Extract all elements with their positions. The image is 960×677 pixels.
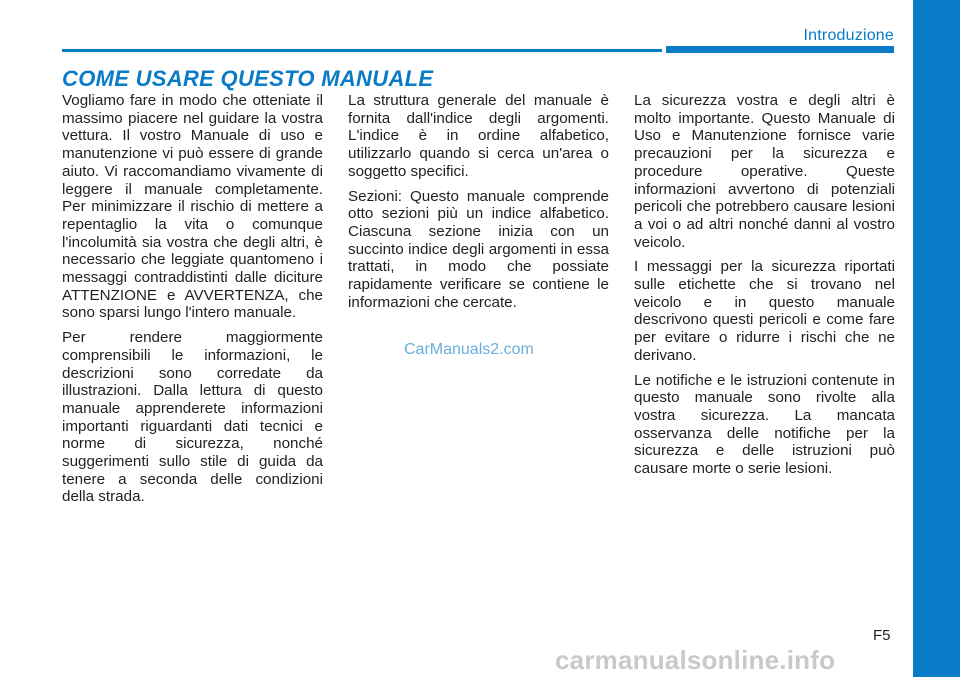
paragraph: Per rendere maggiormente comprensibili le informazioni, le descrizioni sono corredate da illustrazioni. Dalla lettura di questo manuale apprenderete informazioni importanti riguardanti dati tecnici e norme di sicurezza, nonché suggerimenti sullo stile di guida da tenere a seconda delle condizioni della strada. <box>62 329 323 506</box>
paragraph: Le notifiche e le istruzioni contenute in questo manuale sono rivolte alla vostra sicurezza. La mancata osservanza delle notifiche per la sicurezza e delle istruzioni può causare morte o serie lesioni. <box>634 371 895 478</box>
watermark: CarManuals2.com <box>404 341 534 358</box>
paragraph: I messaggi per la sicurezza riportati sulle etichette che si trovano nel veicolo e in questo manuale descrivono questi pericoli e come fare per evitare o ridurre i rischi che ne derivano. <box>634 258 895 364</box>
side-tab <box>913 0 960 677</box>
page-heading: COME USARE QUESTO MANUALE <box>62 66 434 91</box>
footer-watermark: carmanualsonline.info <box>555 645 836 675</box>
text-column-1 <box>62 92 323 513</box>
section-title: Introduzione <box>803 27 894 44</box>
text-column-3 <box>634 92 895 485</box>
text-column-2 <box>348 92 609 318</box>
header-rule-right <box>666 46 894 53</box>
paragraph: La struttura generale del manuale è fornita dall'indice degli argomenti. L'indice è in ordine alfabetico, utilizzarlo quando si cerca un'area o soggetto specifici. <box>348 92 609 180</box>
paragraph: La sicurezza vostra e degli altri è molto importante. Questo Manuale di Uso e Manutenzione fornisce varie precauzioni per la sicurezza e procedure operative. Queste informazioni avvertono di potenziali pericoli che potrebbero causare lesioni a voi o ad altri nonché danni al vostro veicolo. <box>634 92 895 251</box>
paragraph: Sezioni: Questo manuale comprende otto sezioni più un indice alfabetico. Ciascuna sezione inizia con un succinto indice degli argomenti in essa trattati, in modo che possiate rapidamente verificare se contiene le informazioni che cercate. <box>348 187 609 311</box>
header-rule-left <box>62 49 662 52</box>
paragraph: Vogliamo fare in modo che otteniate il massimo piacere nel guidare la vostra vettura. Il vostro Manuale di uso e manutenzione vi può essere di grande aiuto. Vi raccomandiamo vivamente di leggere il manuale completamente. Per minimizzare il rischio di mettere a repentaglio la vita o comunque l'incolumità sia vostra che degli altri, è necessario che leggiate quantomeno i messaggi contraddistinti dalle diciture ATTENZIONE e AVVERTENZA, che sono sparsi lungo l'intero manuale. <box>62 92 323 322</box>
page-number: F5 <box>873 627 891 644</box>
